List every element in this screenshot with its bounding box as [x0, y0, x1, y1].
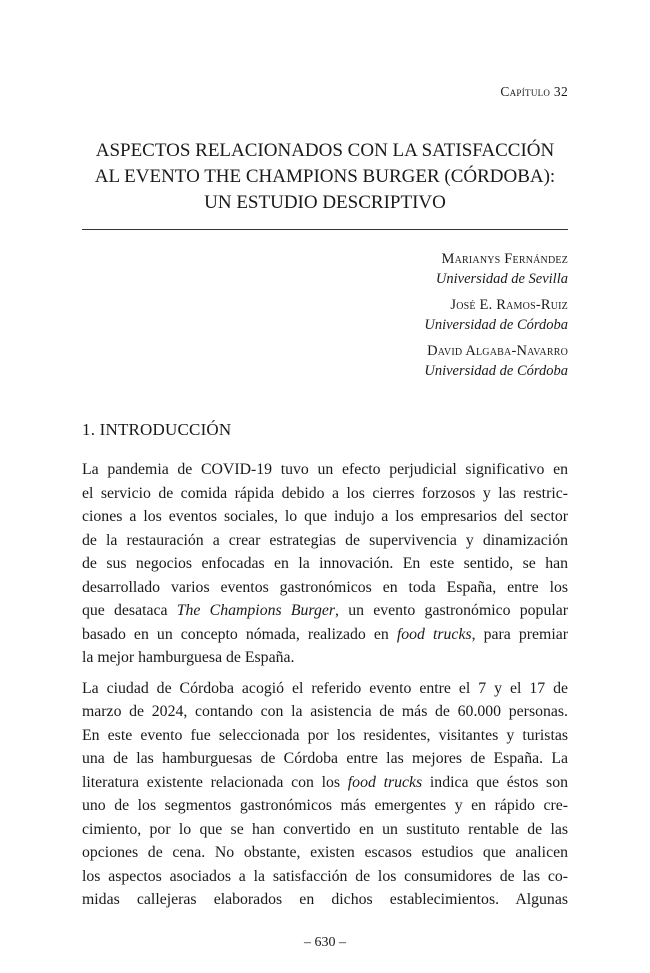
italic-term: food trucks: [396, 625, 472, 643]
text-line: la mejor hamburguesa de España.: [82, 649, 295, 666]
text-line: marzo de 2024, contando con la asistencia de más de 60.000 personas.: [82, 703, 568, 720]
text-run: basado en un concepto nómada, realizado en: [82, 625, 397, 643]
author-entry: [424, 249, 568, 289]
text-line: los aspectos asociados a la satisfacción de los consumidores de las co-: [82, 867, 568, 885]
author-name: David Algaba-Navarro: [427, 343, 568, 359]
text-run: , un evento gastronómico popular: [335, 602, 569, 619]
author-list: [424, 249, 568, 387]
text-line: midas callejeras elaborados en dichos establecimientos. Algunas: [82, 891, 568, 908]
text-line: de sus negocios enfocadas en la innovación. En este sentido, se han: [82, 555, 568, 572]
author-entry: [424, 295, 568, 335]
text-line: desarrollado varios eventos gastronómicos en toda España, entre los: [82, 578, 568, 596]
italic-term: food trucks: [347, 773, 423, 791]
chapter-title: [82, 138, 568, 216]
body-text: [82, 458, 568, 919]
text-line: opciones de cena. No obstante, existen escasos estudios que analicen: [82, 844, 568, 861]
author-affiliation: Universidad de Sevilla: [435, 271, 568, 287]
author-affiliation: Universidad de Córdoba: [424, 363, 568, 379]
text-line: ciones a los eventos sociales, lo que indujo a los empresarios del sector: [82, 508, 568, 525]
title-line: UN ESTUDIO DESCRIPTIVO: [204, 192, 446, 213]
text-line: En este evento fue seleccionada por los residentes, visitantes y turistas: [82, 726, 568, 744]
text-line: cimiento, por lo que se han convertido en un sustituto rentable de las: [82, 820, 568, 838]
paragraph: [82, 677, 568, 912]
text-line: [82, 623, 568, 647]
title-divider: [82, 229, 568, 230]
text-line: [82, 771, 568, 795]
text-line: una de las hamburguesas de Córdoba entre las mejores de España. La: [82, 750, 568, 767]
text-line: el servicio de comida rápida debido a los cierres forzosos y las restric-: [82, 484, 568, 502]
author-affiliation: Universidad de Córdoba: [424, 317, 568, 333]
text-line: de la restauración a crear estrategias de supervivencia y dinamización: [82, 531, 568, 549]
title-line: ASPECTOS RELACIONADOS CON LA SATISFACCIÓN: [95, 140, 555, 161]
text-line: [82, 599, 568, 623]
page-number: – 630 –: [304, 935, 346, 950]
author-name: José E. Ramos-Ruiz: [450, 297, 568, 313]
section-heading: 1. INTRODUCCIÓN: [82, 420, 232, 439]
text-line: La pandemia de COVID-19 tuvo un efecto perjudicial significativo en: [82, 461, 568, 478]
author-name: Marianys Fernández: [441, 251, 568, 267]
chapter-label: Capítulo 32: [500, 84, 568, 99]
paragraph: [82, 458, 568, 670]
text-run: que desataca: [82, 602, 177, 619]
author-entry: [424, 341, 568, 381]
text-line: uno de los segmentos gastronómicos más emergentes y en rápido cre-: [82, 797, 568, 814]
text-line: La ciudad de Córdoba acogió el referido evento entre el 7 y el 17 de: [82, 679, 568, 697]
title-line: AL EVENTO THE CHAMPIONS BURGER (CÓRDOBA):: [94, 166, 556, 187]
text-run: indica que éstos son: [422, 773, 568, 791]
text-run: literatura existente relacionada con los: [82, 773, 348, 791]
text-run: , para premiar: [471, 625, 569, 643]
italic-title: The Champions Burger: [176, 602, 336, 619]
